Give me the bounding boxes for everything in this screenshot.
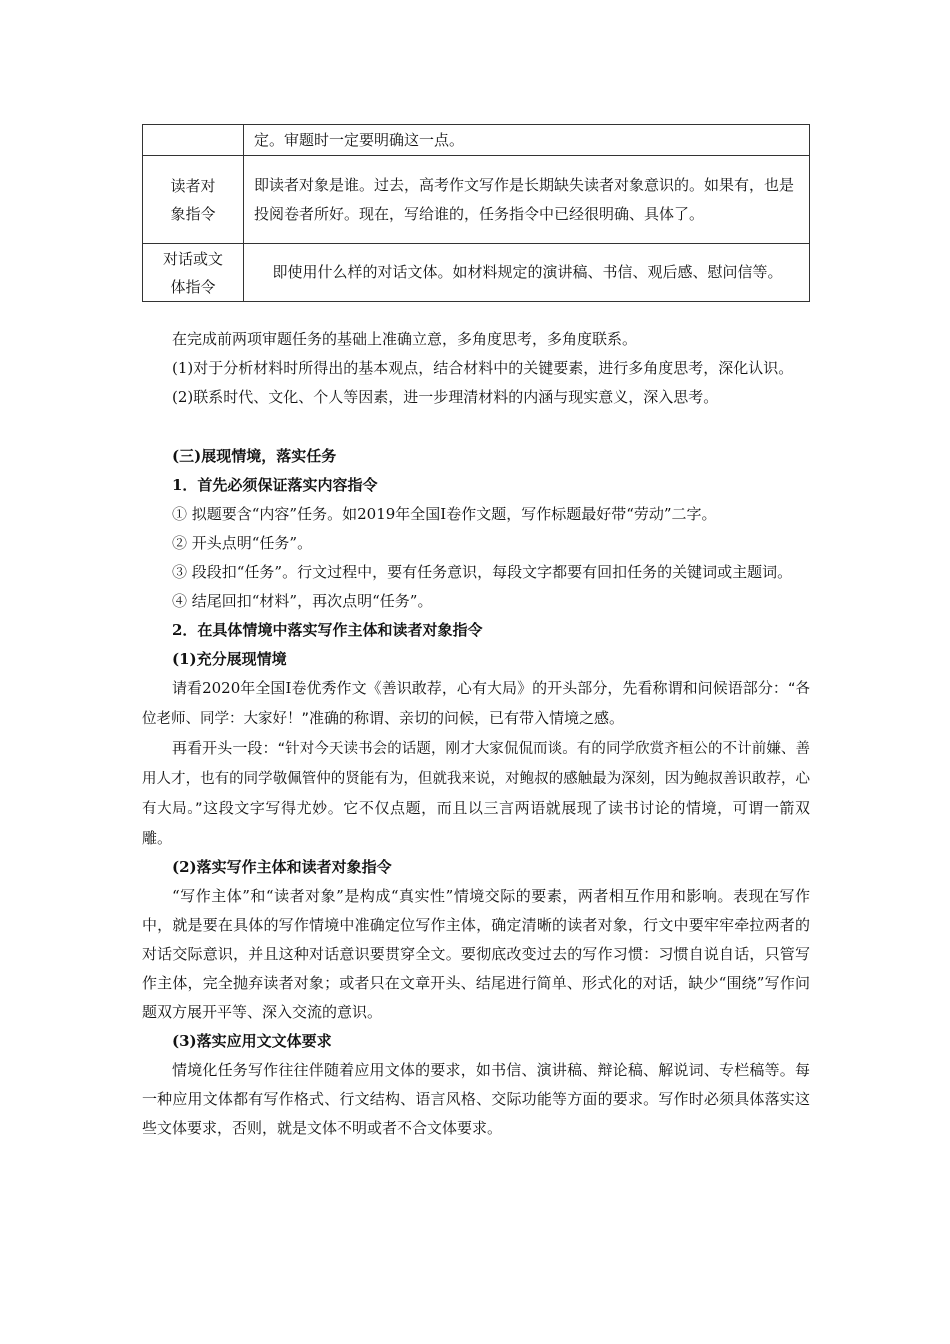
table-row-content: 定。审题时一定要明确这一点。 xyxy=(244,125,810,156)
heading-1: 1．首先必须保证落实内容指令 xyxy=(172,476,378,494)
paragraph-sub-2: “写作主体”和“读者对象”是构成“真实性”情境交际的要素，两者相互作用和影响。表现在写作中，就是要在具体的写作情境中准确定位写作主体，确定清晰的读者对象，行文中要牢牢牵拉两者的对话交际意识，并且这种对话意识要贯穿全文。要彻底改变过去的写作习惯：习惯自说自话，只管写作主体，完全抛弃读者对象；或者只在文章开头、结尾进行简单、形式化的对话，缺少“围绕”写作问题双方展开平等、深入交流的意识。 xyxy=(142,887,810,1021)
subheading-2: (2)落实写作主体和读者对象指令 xyxy=(172,858,392,876)
paragraph-point-2: (2)联系时代、文化、个人等因素，进一步理清材料的内涵与现实意义，深入思考。 xyxy=(172,388,719,406)
document-page xyxy=(142,124,810,1143)
table-row-label: 对话或文体指令 xyxy=(143,244,244,302)
table-row-label xyxy=(143,125,244,156)
paragraph-point-1: (1)对于分析材料时所得出的基本观点，结合材料中的关键要素，进行多角度思考，深化认识。 xyxy=(172,359,794,377)
quote-text: “针对今天读书会的话题，刚才大家侃侃而谈。有的同学欣赏齐桓公的不计前嫌、善用人才，也有的同学敬佩管仲的贤能有为，但就我来说，对鲍叔的感触最为深刻，因为鲍叔善识敢荐，心有大局。” xyxy=(142,741,810,817)
list-item: ② 开头点明“任务”。 xyxy=(172,534,313,552)
list-item: ④ 结尾回扣“材料”，再次点明“任务”。 xyxy=(172,592,433,610)
text-run: 这段文字写得尤妙。它不仅点题，而且以三言两语就展现了读书讨论的情境，可谓一箭双雕。 xyxy=(142,799,810,847)
table-row-label: 读者对象指令 xyxy=(143,156,244,244)
paragraph-sub-3: 情境化任务写作往往伴随着应用文体的要求，如书信、演讲稿、辩论稿、解说词、专栏稿等。每一种应用文体都有写作格式、行文结构、语言风格、交际功能等方面的要求。写作时必须具体落实这些文体要求，否则，就是文体不明或者不合文体要求。 xyxy=(142,1061,810,1137)
table-row xyxy=(143,244,810,302)
list-item: ① 拟题要含“内容”任务。如2019年全国Ⅰ卷作文题，写作标题最好带“劳动”二字。 xyxy=(172,505,717,523)
instruction-table xyxy=(142,124,810,302)
text-run: 准确的称谓、亲切的问候，已有带入情境之感。 xyxy=(309,709,625,727)
table-row-content: 即读者对象是谁。过去，高考作文写作是长期缺失读者对象意识的。如果有，也是投阅卷者所好。现在，写给谁的，任务指令中已经很明确、具体了。 xyxy=(244,156,810,244)
text-run: 再看开头一段： xyxy=(172,739,278,757)
paragraph-sub-1-a xyxy=(142,674,810,734)
section-heading: (三)展现情境，落实任务 xyxy=(172,447,337,465)
paragraph-sub-1-b xyxy=(142,734,810,853)
table-row xyxy=(143,156,810,244)
table-row-content: 即使用什么样的对话文体。如材料规定的演讲稿、书信、观后感、慰问信等。 xyxy=(244,244,810,302)
quote-text: “各位老师、同学：大家好！” xyxy=(142,681,810,727)
heading-2: 2．在具体情境中落实写作主体和读者对象指令 xyxy=(172,621,483,639)
list-item: ③ 段段扣“任务”。行文过程中，要有任务意识，每段文字都要有回扣任务的关键词或主题词。 xyxy=(172,563,793,581)
table-row xyxy=(143,125,810,156)
subheading-1: (1)充分展现情境 xyxy=(172,650,287,668)
paragraph-intro: 在完成前两项审题任务的基础上准确立意，多角度思考，多角度联系。 xyxy=(172,330,638,348)
text-run: 请看2020年全国Ⅰ卷优秀作文《善识敢荐，心有大局》的开头部分，先看称谓和问候语部分： xyxy=(172,679,788,697)
subheading-3: (3)落实应用文文体要求 xyxy=(172,1032,332,1050)
